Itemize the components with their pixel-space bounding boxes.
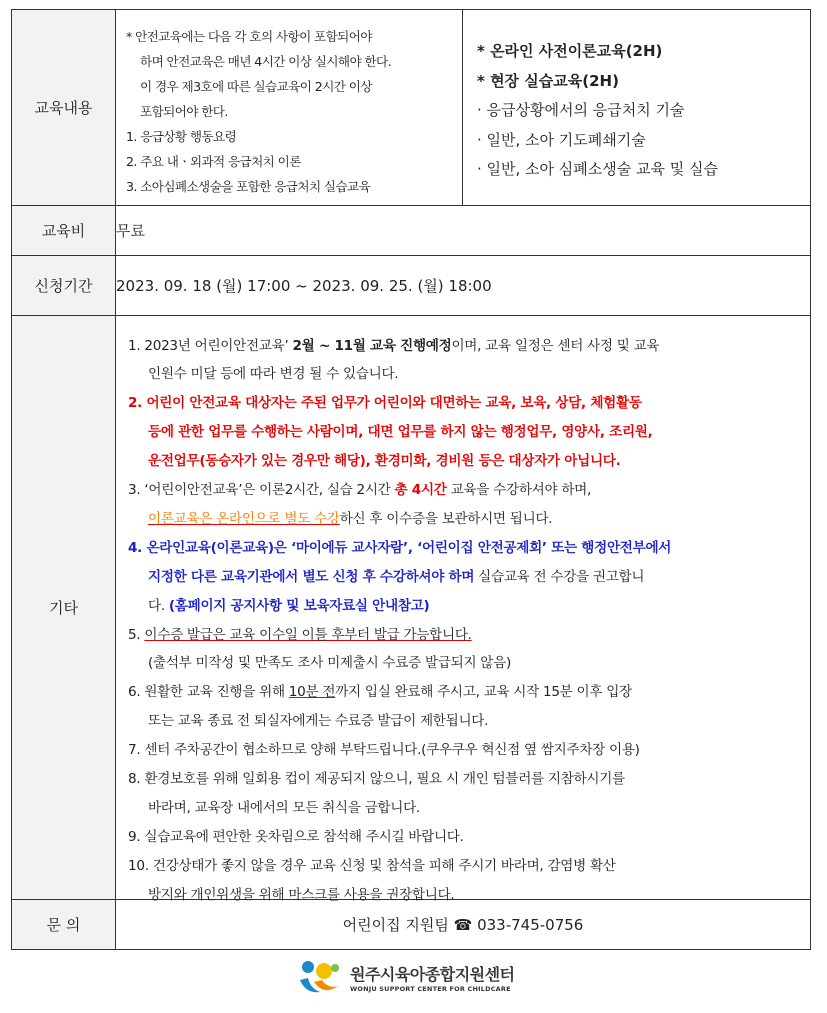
content-left-line: 하며 안전교육은 매년 4시간 이상 실시해야 한다. [140,54,391,69]
content-right-line: * 현장 실습교육(2H) [477,71,619,90]
content-right-line: · 일반, 소아 기도폐쇄기술 [477,130,646,149]
content-right-line: · 응급상황에서의 응급처치 기술 [477,101,685,119]
content-left-line: 포함되어야 한다. [140,104,228,119]
contact-label: 문 의 [12,900,116,950]
note-4: 4. 온라인교육(이론교육)은 ‘마이에듀 교사자람’, ‘어린이집 안전공제회’ 또는 행정안전부에서 [128,539,672,556]
note-6: 6. 원활한 교육 진행을 위해 10분 전까지 입실 완료해 주시고, 교육 시작 15분 이후 입장 [128,684,632,701]
footer-logo [296,954,536,1000]
content-left-line: 이 경우 제3호에 따른 실습교육이 2시간 이상 [140,79,372,94]
note-8: 8. 환경보호를 위해 일회용 컵이 제공되지 않으니, 필요 시 개인 텀블러를 지참하시기를 [128,771,625,788]
note-9: 9. 실습교육에 편안한 옷차림으로 참석해 주시길 바랍니다. [128,828,464,845]
content-cell [116,10,811,206]
note-2-cont: 등에 관한 업무를 수행하는 사람이며, 대면 업무를 하지 않는 행정업무, 영양사, 조리원, [148,424,653,441]
note-1: 1. 2023년 어린이안전교육’ 2월 ~ 11월 교육 진행예정이며, 교육 일정은 센터 사정 및 교육 [128,337,660,354]
note-1-cont: 인원수 미달 등에 따라 변경 될 수 있습니다. [148,366,399,383]
center-logo-icon [296,956,342,998]
org-name-ko: 원주시육아종합지원센터 [350,964,515,984]
content-right-line: · 일반, 소아 심폐소생술 교육 및 실습 [477,160,719,178]
content-left [116,10,463,205]
note-2: 2. 어린이 안전교육 대상자는 주된 업무가 어린이와 대면하는 교육, 보육, 상담, 체험활동 [128,395,642,412]
note-3: 3. ‘어린이안전교육’은 이론2시간, 실습 2시간 총 4시간 교육을 수강하셔야 하며, [128,482,592,499]
fee-value: 무료 [116,206,811,256]
note-10: 10. 건강상태가 좋지 않을 경우 교육 신청 및 참석을 피해 주시기 바라며, 감염병 확산 [128,857,616,874]
content-left-line: * 안전교육에는 다음 각 호의 사항이 포함되어야 [126,29,372,44]
note-4-cont: 지정한 다른 교육기관에서 별도 신청 후 수강하셔야 하며 실습교육 전 수강을 권고합니 [148,568,645,585]
note-5: 5. 이수증 발급은 교육 이수일 이틀 후부터 발급 가능합니다. [128,626,472,643]
note-5-cont: (출석부 미작성 및 만족도 조사 미제출시 수료증 발급되지 않음) [148,655,511,672]
note-2-cont: 운전업무(동승자가 있는 경우만 해당), 환경미화, 경비원 등은 대상자가 아닙니다. [148,453,621,470]
content-right [463,10,810,205]
note-10-cont: 방지와 개인위생을 위해 마스크를 사용을 권장합니다. [148,886,455,903]
note-4-cont: 다. (홈페이지 공지사항 및 보육자료실 안내참고) [148,597,430,614]
period-value: 2023. 09. 18 (월) 17:00 ~ 2023. 09. 25. (월) 18:00 [116,256,811,316]
note-7: 7. 센터 주차공간이 협소하므로 양해 부탁드립니다.(쿠우쿠우 혁신점 옆 쌈지주차장 이용) [128,742,640,759]
content-left-line: 2. 주요 내ㆍ외과적 응급처치 이론 [126,154,301,169]
content-label: 교육내용 [12,10,116,206]
content-left-line: 3. 소아심폐소생술을 포함한 응급처치 실습교육 [126,179,371,194]
note-6-cont: 또는 교육 종료 전 퇴실자에게는 수료증 발급이 제한됩니다. [148,713,489,730]
fee-label: 교육비 [12,206,116,256]
period-label: 신청기간 [12,256,116,316]
etc-label: 기타 [12,316,116,900]
note-3-cont: 이론교육은 온라인으로 별도 수강하신 후 이수증을 보관하시면 됩니다. [148,510,553,527]
org-name-en: WONJU SUPPORT CENTER FOR CHILDCARE [350,984,511,993]
note-8-cont: 바라며, 교육장 내에서의 모든 취식을 금합니다. [148,800,420,816]
etc-cell [116,316,811,903]
content-right-line: * 온라인 사전이론교육(2H) [477,42,663,60]
course-info-table [11,9,811,950]
contact-value: 어린이집 지원팀 ☎ 033-745-0756 [116,900,811,950]
notes-list [116,319,810,903]
footer-text [350,962,515,993]
content-left-line: 1. 응급상황 행동요령 [126,129,237,144]
